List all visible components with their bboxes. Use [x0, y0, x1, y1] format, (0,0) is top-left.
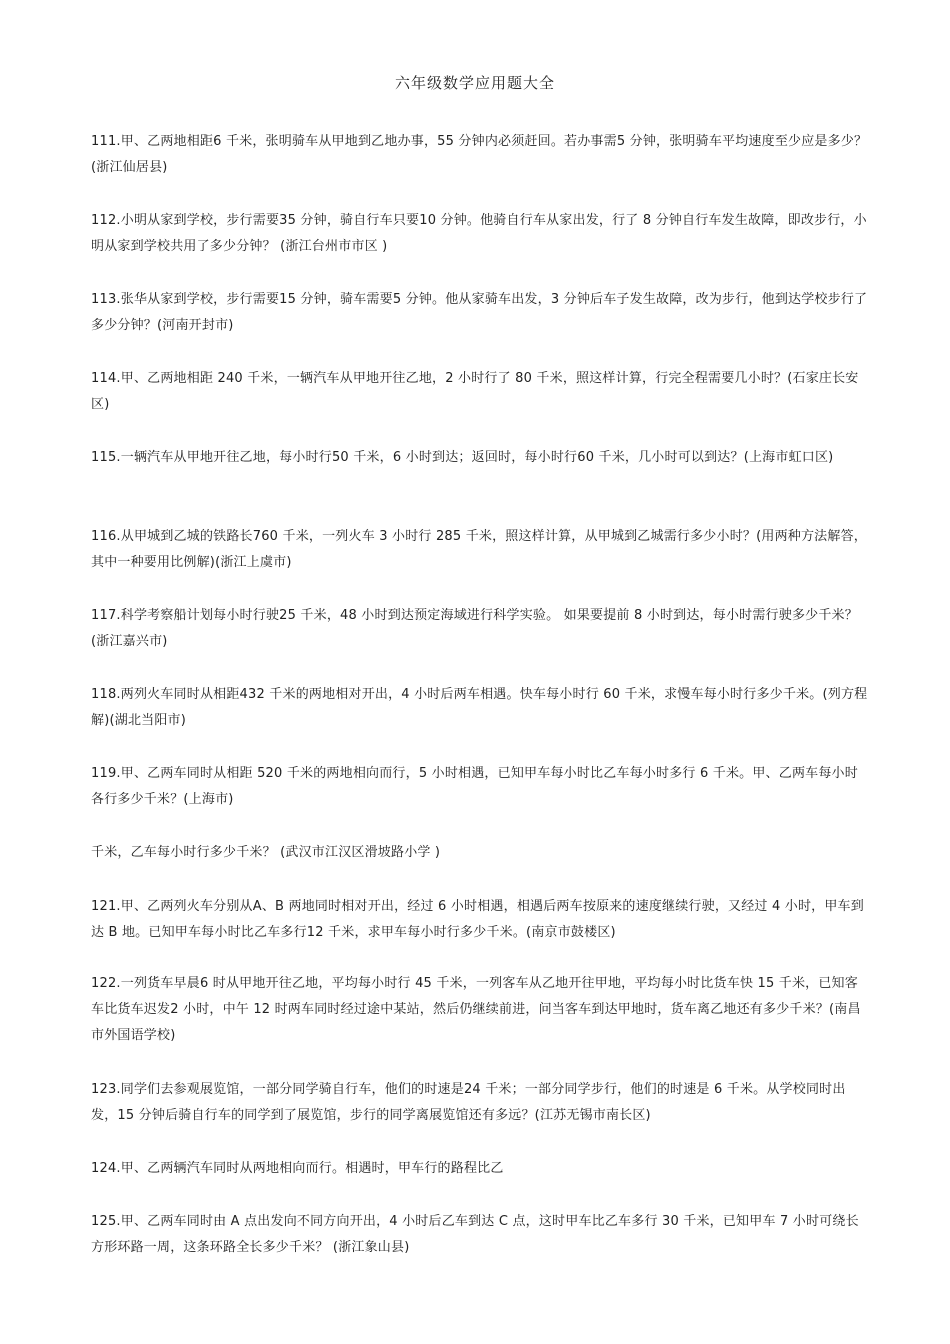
problem-118: 118.两列火车同时从相距432 千米的两地相对开出，4 小时后两车相遇。快车每小时行 60 千米，求慢车每小时行多少千米。(列方程解)(湖北当阳市) — [91, 687, 868, 728]
problem-116: 116.从甲城到乙城的铁路长760 千米，一列火车 3 小时行 285 千米，照这样计算，从甲城到乙城需行多少小时？(用两种方法解答，其中一种要用比例解)(浙江上虞市) — [91, 529, 867, 570]
problem-123: 123.同学们去参观展览馆，一部分同学骑自行车，他们的时速是24 千米；一部分同学步行，他们的时速是 6 千米。从学校同时出发，15 分钟后骑自行车的同学到了展览馆，步行的同学离展览馆还有多远？(江苏无锡市南长区) — [91, 1082, 846, 1123]
problem-119: 119.甲、乙两车同时从相距 520 千米的两地相向而行，5 小时相遇，已知甲车每小时比乙车每小时多行 6 千米。甲、乙两车每小时各行多少千米？(上海市) — [91, 766, 858, 807]
problem-114: 114.甲、乙两地相距 240 千米，一辆汽车从甲地开往乙地，2 小时行了 80 千米，照这样计算，行完全程需要几小时？(石家庄长安区) — [91, 371, 859, 412]
problem-117: 117.科学考察船计划每小时行驶25 千米，48 小时到达预定海域进行科学实验。 如果要提前 8 小时到达，每小时需行驶多少千米？(浙江嘉兴市) — [91, 608, 858, 649]
problem-111: 111.甲、乙两地相距6 千米，张明骑车从甲地到乙地办事，55 分钟内必须赶回。若办事需5 分钟，张明骑车平均速度至少应是多少？(浙江仙居县) — [91, 134, 868, 175]
problem-124: 124.甲、乙两辆汽车同时从两地相向而行。相遇时，甲车行的路程比乙 — [91, 1161, 504, 1176]
problem-122: 122.一列货车早晨6 时从甲地开往乙地，平均每小时行 45 千米，一列客车从乙地开往甲地，平均每小时比货车快 15 千米，已知客车比货车迟发2 小时，中午 12 时两车同时经过途中某站，然后仍继续前进，问当客车到达甲地时，货车离乙地还有多少千米？(南昌市外国语学校) — [91, 976, 861, 1043]
problem-125: 125.甲、乙两车同时由 A 点出发向不同方向开出，4 小时后乙车到达 C 点，这时甲车比乙车多行 30 千米，已知甲车 7 小时可绕长方形环路一周，这条环路全长多少千米？ (浙江象山县) — [91, 1214, 859, 1255]
problem-113: 113.张华从家到学校，步行需要15 分钟，骑车需要5 分钟。他从家骑车出发，3 分钟后车子发生故障，改为步行，他到达学校步行了多少分钟？(河南开封市) — [91, 292, 868, 333]
problem-121: 121.甲、乙两列火车分别从A、B 两地同时相对开出，经过 6 小时相遇，相遇后两车按原来的速度继续行驶，又经过 4 小时，甲车到达 B 地。已知甲车每小时比乙车多行12 千米，求甲车每小时行多少千米。(南京市鼓楼区) — [91, 899, 864, 940]
problem-112: 112.小明从家到学校，步行需要35 分钟，骑自行车只要10 分钟。他骑自行车从家出发，行了 8 分钟自行车发生故障，即改步行，小明从家到学校共用了多少分钟？ (浙江台州市市区 ) — [91, 213, 867, 254]
page-title: 六年级数学应用题大全 — [394, 74, 555, 92]
problem-115: 115.一辆汽车从甲地开往乙地，每小时行50 千米，6 小时到达；返回时，每小时行60 千米，几小时可以到达？(上海市虹口区) — [91, 450, 834, 465]
problem-120-fragment: 千米，乙车每小时行多少千米？ (武汉市江汉区滑坡路小学 ) — [91, 845, 441, 860]
